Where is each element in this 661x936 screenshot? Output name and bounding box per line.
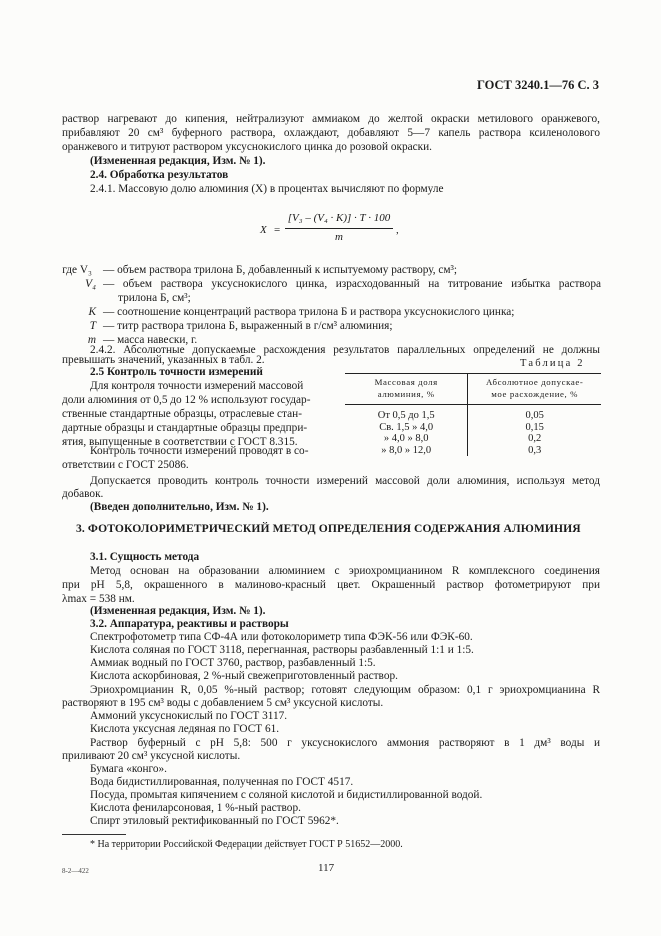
print-code: 8-2—422 xyxy=(62,867,89,875)
table-row xyxy=(345,445,601,457)
page-header: ГОСТ 3240.1—76 С. 3 xyxy=(476,78,599,92)
paragraph-line: прибавляют 20 см³ буферного раствора, охлаждают, добавляют 5—7 капель раствора ксиленолового xyxy=(62,127,600,139)
paragraph-line: ственные стандартные образцы, отраслевые стан- xyxy=(62,408,302,420)
reagent-item: Кислота уксусная ледяная по ГОСТ 61. xyxy=(90,723,280,735)
table-cell: 0,2 xyxy=(468,433,601,445)
formula-lhs: X xyxy=(260,224,267,236)
revision-note: (Измененная редакция, Изм. № 1). xyxy=(90,605,266,617)
paragraph-line: добавок. xyxy=(62,488,104,500)
revision-note: (Введен дополнительно, Изм. № 1). xyxy=(90,501,269,513)
legend-symbol: m xyxy=(87,334,96,346)
reagent-item: растворяют в 195 см³ воды с добавлением 5 см³ уксусной кислоты. xyxy=(62,697,384,709)
paragraph-line: Метод основан на образовании алюминием с эриохромцианином R комплексного соединения xyxy=(90,565,600,577)
table-caption: Таблица 2 xyxy=(520,358,585,369)
revision-note: (Измененная редакция, Изм. № 1). xyxy=(90,155,266,167)
legend-text: — масса навески, г. xyxy=(103,334,198,346)
formula-numerator: [V₃ – (V₄ · K)] · T · 100 xyxy=(287,212,391,224)
paragraph-2-4-2: превышать значений, указанных в табл. 2. xyxy=(62,354,265,366)
formula-denominator: m xyxy=(335,231,343,243)
legend-text: — объем раствора трилона Б, добавленный к испытуемому раствору, см³; xyxy=(103,264,458,276)
reagent-item: Спектрофотометр типа СФ-4А или фотоколориметр типа ФЭК-56 или ФЭК-60. xyxy=(90,631,473,643)
formula-equals: = xyxy=(274,224,281,236)
section-heading-2-4: 2.4. Обработка результатов xyxy=(90,169,229,181)
reagent-item: Аммиак водный по ГОСТ 3760, раствор, разбавленный 1:5. xyxy=(90,657,376,669)
footnote: * На территории Российской Федерации действует ГОСТ Р 51652—2000. xyxy=(90,839,403,850)
reagent-item: Эриохромцианин R, 0,05 %-ный раствор; готовят следующим образом: 0,1 г эриохромцианина R xyxy=(90,684,600,696)
table-cell: Св. 1,5 » 4,0 xyxy=(379,421,434,433)
table-row xyxy=(345,405,601,422)
table-header-cell: Абсолютное допускае- мое расхождение, % xyxy=(468,374,601,405)
paragraph-line: раствор нагревают до кипения, нейтрализуют аммиаком до желтой окраски метилового оранжевого, xyxy=(62,113,600,125)
table-cell: 0,15 xyxy=(468,422,601,434)
legend-symbol: V₄ xyxy=(85,278,96,290)
reagent-item: Бумага «конго». xyxy=(90,763,167,775)
formula-tail: , xyxy=(396,224,399,236)
table-header-cell: Массовая доля алюминия, % xyxy=(345,374,468,405)
paragraph-line: λmax = 538 нм. xyxy=(62,593,135,605)
reagent-item: Посуда, промытая кипячением с соляной кислотой и бидистиллированной водой. xyxy=(90,789,483,801)
table-cell: От 0,5 до 1,5 xyxy=(377,410,435,421)
legend-text: — соотношение концентраций раствора трилона Б и раствора уксуснокислого цинка; xyxy=(103,306,515,318)
paragraph-line: Допускается проводить контроль точности измерений массовой доли алюминия, используя метод xyxy=(90,475,600,487)
table-2 xyxy=(345,373,601,456)
section-heading-3: 3. ФОТОКОЛОРИМЕТРИЧЕСКИЙ МЕТОД ОПРЕДЕЛЕНИЯ СОДЕРЖАНИЯ АЛЮМИНИЯ xyxy=(76,522,581,535)
paragraph-line: оранжевого и титруют раствором уксуснокислого цинка до розовой окраски. xyxy=(62,141,432,153)
legend-text: трилона Б, см³; xyxy=(118,292,191,304)
paragraph-line: при pH 5,8, окрашенного в малиново-красный цвет. Окрашенный раствор фотометрируют при xyxy=(62,579,600,591)
section-heading-3-1: 3.1. Сущность метода xyxy=(90,551,200,563)
paragraph-line: Контроль точности измерений проводят в со- xyxy=(90,445,309,457)
paragraph-line: ответствии с ГОСТ 25086. xyxy=(62,459,189,471)
footnote-divider xyxy=(62,834,126,835)
page-number: 117 xyxy=(318,862,335,874)
legend-symbol: T xyxy=(89,320,96,332)
reagent-item: приливают 20 см³ уксусной кислоты. xyxy=(62,750,241,762)
section-heading-3-2: 3.2. Аппаратура, реактивы и растворы xyxy=(90,618,289,630)
paragraph-line: Для контроля точности измерений массовой xyxy=(90,380,304,392)
paragraph-2-4-1: 2.4.1. Массовую долю алюминия (X) в процентах вычисляют по формуле xyxy=(90,183,444,195)
table-cell: » 8,0 » 12,0 xyxy=(381,444,432,456)
section-heading-2-5: 2.5 Контроль точности измерений xyxy=(90,366,263,378)
reagent-item: Спирт этиловый ректификованный по ГОСТ 5962*. xyxy=(90,815,339,827)
fraction-bar xyxy=(285,228,393,229)
legend-text: — объем раствора уксуснокислого цинка, израсходованный на титрование избытка раствора xyxy=(103,278,601,290)
paragraph-line: доли алюминия от 0,5 до 12 % используют государ- xyxy=(62,394,311,406)
reagent-item: Раствор буферный с pH 5,8: 500 г уксуснокислого аммония растворяют в 1 дм³ воды и xyxy=(90,737,600,749)
table-row xyxy=(345,433,601,445)
table-cell: 0,05 xyxy=(468,405,601,422)
paragraph-2-4-2: 2.4.2. Абсолютные допускаемые расхождения результатов параллельных определений не должны xyxy=(90,344,600,356)
reagent-item: Кислота фениларсоновая, 1 %-ный раствор. xyxy=(90,802,301,814)
paragraph-line: ятия, выпущенные в соответствии с ГОСТ 8.315. xyxy=(62,436,298,448)
legend-symbol: где V₃ xyxy=(62,264,92,276)
table-cell: 0,3 xyxy=(468,445,601,457)
legend-symbol: K xyxy=(88,306,96,318)
reagent-item: Аммоний уксуснокислый по ГОСТ 3117. xyxy=(90,710,288,722)
legend-text: — титр раствора трилона Б, выраженный в г/см³ алюминия; xyxy=(103,320,393,332)
reagent-item: Кислота соляная по ГОСТ 3118, перегнанная, растворы разбавленный 1:1 и 1:5. xyxy=(90,644,474,656)
table-cell: » 4,0 » 8,0 xyxy=(383,433,429,444)
reagent-item: Кислота аскорбиновая, 2 %-ный свежеприготовленный раствор. xyxy=(90,670,398,682)
paragraph-line: дартные образцы и стандартные образцы предпри- xyxy=(62,422,308,434)
reagent-item: Вода бидистиллированная, полученная по ГОСТ 4517. xyxy=(90,776,354,788)
table-row xyxy=(345,422,601,434)
